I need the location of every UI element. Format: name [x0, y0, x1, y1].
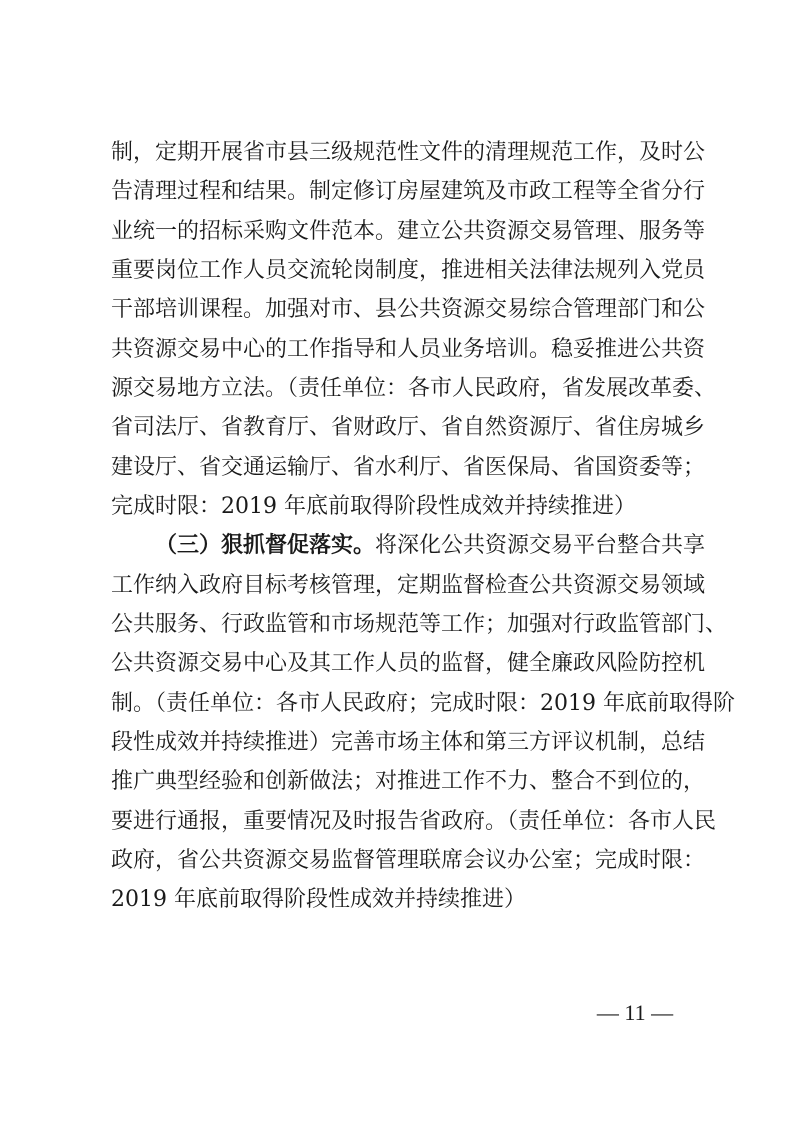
- paragraph-line: 政府，省公共资源交易监督管理联席会议办公室；完成时限：: [111, 847, 706, 873]
- body-text: [111, 138, 735, 925]
- section-first-line: [111, 531, 706, 561]
- paragraph-line: 干部培训课程。加强对市、县公共资源交易综合管理部门和公: [111, 297, 706, 323]
- paragraph-line: 建设厅、省交通运输厅、省水利厅、省医保局、省国资委等；: [111, 454, 706, 480]
- paragraph-line: 制。（责任单位：各市人民政府；完成时限：2019 年底前取得阶: [111, 690, 735, 716]
- paragraph-line: 段性成效并持续推进）完善市场主体和第三方评议机制，总结: [111, 729, 706, 755]
- paragraph-line: 共资源交易中心的工作指导和人员业务培训。稳妥推进公共资: [111, 336, 706, 362]
- paragraph-line: 源交易地方立法。（责任单位：各市人民政府，省发展改革委、: [111, 375, 717, 401]
- paragraph-line: 要进行通报，重要情况及时报告省政府。（责任单位：各市人民: [111, 808, 717, 834]
- paragraph-line: 公共资源交易中心及其工作人员的监督，健全廉政风险防控机: [111, 651, 706, 677]
- paragraph-line: 制，定期开展省市县三级规范性文件的清理规范工作，及时公: [111, 140, 706, 165]
- paragraph-line: 2019 年底前取得阶段性成效并持续推进）: [111, 887, 526, 913]
- paragraph-line: 公共服务、行政监管和市场规范等工作；加强对行政监管部门、: [111, 611, 728, 637]
- page-number: — 11 —: [596, 1000, 674, 1025]
- paragraph-line: 告清理过程和结果。制定修订房屋建筑及市政工程等全省分行: [111, 179, 706, 205]
- paragraph-line: 工作纳入政府目标考核管理，定期监督检查公共资源交易领域: [111, 572, 706, 598]
- section-heading: （三）狠抓督促落实。: [155, 533, 376, 559]
- paragraph-line: 完成时限：2019 年底前取得阶段性成效并持续推进）: [111, 493, 636, 519]
- paragraph-line: 重要岗位工作人员交流轮岗制度，推进相关法律法规列入党员: [111, 257, 706, 283]
- paragraph-line: 业统一的招标采购文件范本。建立公共资源交易管理、服务等: [111, 218, 706, 244]
- paragraph-line: 省司法厅、省教育厅、省财政厅、省自然资源厅、省住房城乡: [111, 415, 706, 441]
- section-first-line-text: 将深化公共资源交易平台整合共享: [375, 533, 706, 559]
- paragraph-line: 推广典型经验和创新做法；对推进工作不力、整合不到位的，: [111, 769, 706, 795]
